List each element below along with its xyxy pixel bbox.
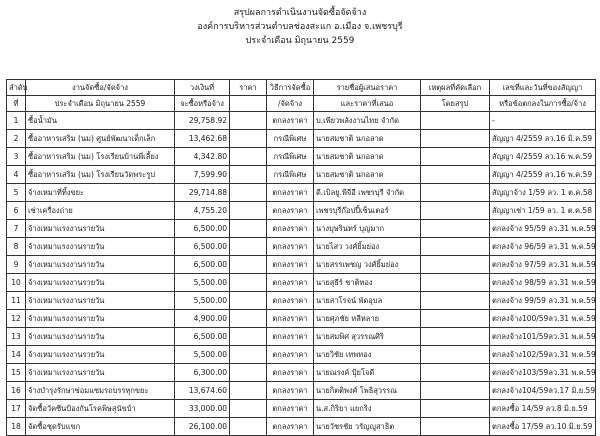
col-header-vendor: รายชื่อผู้เสนอราคา [314,80,421,96]
selection-reason [421,256,490,274]
header-row-2 [7,96,596,112]
procurement-method: ตกลงราคา [267,382,314,400]
table-row [7,202,596,220]
contract-reference: สัญญา 4/2559 ลว.16 พ.ค.59 [490,148,596,166]
price-cell [230,364,267,382]
contract-reference: ตกลงจ้าง 97/59 ลว.31 พ.ค.59 [490,256,596,274]
contract-reference: ตกลงจ้าง100/59ลว.31 พ.ค.59 [490,310,596,328]
contract-reference: ตกลงจ้าง102/59ลว.31 พ.ค.59 [490,346,596,364]
table-row [7,184,596,202]
contract-reference: ตกลงจ้าง 95/59 ลว.31 พ.ค.59 [490,220,596,238]
table-row [7,382,596,400]
col-header-reason: เหตุผลที่คัดเลือก [421,80,490,96]
vendor-and-bid: นายไสว วงศ์ยิ้มย่อง [314,238,421,256]
item-description: จ้างเหมาแรงงานรายวัน [26,364,175,382]
price-cell [230,148,267,166]
col-header-amount: วงเงินที่ [175,80,230,96]
item-description: จ้างเหมาแรงงานรายวัน [26,328,175,346]
item-description: ซื้ออาหารเสริม (นม) ศูนย์พัฒนาเด็กเล็ก [26,130,175,148]
selection-reason [421,382,490,400]
table-row [7,148,596,166]
table-row [7,400,596,418]
vendor-and-bid: น.ส.กิริยา แยกริง [314,400,421,418]
budget-amount: 29,758.92 [175,112,230,130]
row-number: 6 [7,202,26,220]
contract-reference: ตกลงจ้าง 98/59 ลว.31 พ.ค.59 [490,274,596,292]
contract-reference: ตกลงจ้าง103/59ลว.31 พ.ค.59 [490,364,596,382]
price-cell [230,292,267,310]
table-header [7,80,596,112]
price-cell [230,400,267,418]
col-subheader-vendor: และราคาที่เสนอ [314,96,421,112]
budget-amount: 7,599.90 [175,166,230,184]
vendor-and-bid: นายณรงค์ ปุ้ยโจดี [314,364,421,382]
vendor-and-bid: นายสมชาติ นกอลาด [314,130,421,148]
col-subheader-price [230,96,267,112]
table-row [7,220,596,238]
row-number: 14 [7,346,26,364]
budget-amount: 5,500.00 [175,274,230,292]
contract-reference: สัญญา 4/2559 ลว.16 พ.ค.59 [490,166,596,184]
selection-reason [421,418,490,436]
table-row [7,130,596,148]
vendor-and-bid: นางบุษรินทร์ บุญมาก [314,220,421,238]
row-number: 12 [7,310,26,328]
procurement-method: ตกลงราคา [267,346,314,364]
procurement-method: ตกลงราคา [267,256,314,274]
budget-amount: 29,714.88 [175,184,230,202]
col-subheader-ref: หรือข้อตกลงในการซื้อ/จ้าง [490,96,596,112]
row-number: 17 [7,400,26,418]
procurement-method: กรณีพิเศษ [267,148,314,166]
col-header-method: วิธีการจัดซื้อ [267,80,314,96]
selection-reason [421,238,490,256]
price-cell [230,202,267,220]
col-subheader-item: ประจำเดือน มิถุนายน 2559 [26,96,175,112]
selection-reason [421,310,490,328]
selection-reason [421,166,490,184]
procurement-method: ตกลงราคา [267,364,314,382]
procurement-method: ตกลงราคา [267,202,314,220]
item-description: จัดซื้อวัคซีนป้องกันโรคพิษสุนัขบ้า [26,400,175,418]
selection-reason [421,112,490,130]
row-number: 7 [7,220,26,238]
procurement-method: ตกลงราคา [267,310,314,328]
selection-reason [421,202,490,220]
selection-reason [421,148,490,166]
item-description: จ้างเหมาแรงงานรายวัน [26,346,175,364]
vendor-and-bid: นายสุธีร์ ชาติทอง [314,274,421,292]
organization-name: องค์การบริหารส่วนตำบลช่องสะแก อ.เมือง จ.เพชรบุรี [197,22,403,32]
price-cell [230,382,267,400]
budget-amount: 6,500.00 [175,220,230,238]
procurement-method: ตกลงราคา [267,418,314,436]
item-description: จ้างบำรุงรักษาซ่อมแซมรถบรรทุกขยะ [26,382,175,400]
price-cell [230,418,267,436]
item-description: ซื้ออาหารเสริม (นม) โรงเรียนบ้านพี่เลี้ยง [26,148,175,166]
header-row-1 [7,80,596,96]
budget-amount: 13,674.60 [175,382,230,400]
item-description: จ้างเหมาแรงงานรายวัน [26,310,175,328]
budget-amount: 6,500.00 [175,238,230,256]
budget-amount: 26,100.00 [175,418,230,436]
contract-reference: ตกลงจ้าง 99/59 ลว.31 พ.ค.59 [490,292,596,310]
contract-reference: - [490,112,596,130]
item-description: ซื้ออาหารเสริม (นม) โรงเรียนวัดพระรูป [26,166,175,184]
price-cell [230,238,267,256]
col-subheader-amount: จะซื้อหรือจ้าง [175,96,230,112]
selection-reason [421,184,490,202]
procurement-method: ตกลงราคา [267,184,314,202]
table-row [7,328,596,346]
row-number: 10 [7,274,26,292]
contract-reference: ตกลงซื้อ 14/59 ลว.8 มิ.ย.59 [490,400,596,418]
item-description: เช่าเครื่องถ่าย [26,202,175,220]
col-subheader-no: ที่ [7,96,26,112]
row-number: 1 [7,112,26,130]
budget-amount: 33,000.00 [175,400,230,418]
table-body [7,112,596,436]
table-row [7,166,596,184]
row-number: 2 [7,130,26,148]
row-number: 5 [7,184,26,202]
contract-reference: สัญญา 4/2559 ลว.16 มิ.ค.59 [490,130,596,148]
price-cell [230,256,267,274]
item-description: จ้างเหมาแรงงานรายวัน [26,292,175,310]
vendor-and-bid: นายกิตติพงศ์ โพธิสุวรรณ [314,382,421,400]
col-header-ref: เลขที่และวันที่ของสัญญา [490,80,596,96]
contract-reference: ตกลงจ้าง104/59ลว.17 มิ.ย.59 [490,382,596,400]
selection-reason [421,364,490,382]
col-subheader-reason: โดยสรุป [421,96,490,112]
page-header [0,0,600,48]
budget-amount: 4,342.80 [175,148,230,166]
report-period: ประจำเดือน มิถุนายน 2559 [245,36,355,46]
table-row [7,238,596,256]
budget-amount: 4,900.00 [175,310,230,328]
vendor-and-bid: นายสรรเพชญ วงศ์ยิ้มย่อง [314,256,421,274]
item-description: จ้างเหมาแรงงานรายวัน [26,274,175,292]
procurement-method: กรณีพิเศษ [267,166,314,184]
budget-amount: 6,500.00 [175,328,230,346]
table-row [7,292,596,310]
row-number: 8 [7,238,26,256]
procurement-method: กรณีพิเศษ [267,130,314,148]
selection-reason [421,130,490,148]
procurement-method: ตกลงราคา [267,328,314,346]
col-header-item: งานจัดซื้อ/จัดจ้าง [26,80,175,96]
vendor-and-bid: นายศุภชัย หลีหลาย [314,310,421,328]
selection-reason [421,400,490,418]
row-number: 18 [7,418,26,436]
procurement-method: ตกลงราคา [267,274,314,292]
budget-amount: 4,755.20 [175,202,230,220]
col-header-no: ลำดับ [7,80,26,96]
budget-amount: 5,500.00 [175,292,230,310]
price-cell [230,310,267,328]
row-number: 13 [7,328,26,346]
table-row [7,274,596,292]
selection-reason [421,220,490,238]
table-row [7,310,596,328]
contract-reference: ตกลงจ้าง 96/59 ลว.31 พ.ค.59 [490,238,596,256]
procurement-method: ตกลงราคา [267,292,314,310]
price-cell [230,220,267,238]
vendor-and-bid: ดี.เบิลยู.พีจีอี เพชรบุรี จำกัด [314,184,421,202]
item-description: จ้างเหมาที่ทิ้งขยะ [26,184,175,202]
procurement-method: ตกลงราคา [267,220,314,238]
row-number: 15 [7,364,26,382]
budget-amount: 6,300.00 [175,364,230,382]
item-description: จัดซื้อชุดรับแขก [26,418,175,436]
item-description: จ้างเหมาแรงงานรายวัน [26,238,175,256]
price-cell [230,274,267,292]
contract-reference: ตกลงซื้อ 17/59 ลว.10 มิ.ย.59 [490,418,596,436]
item-description: จ้างเหมาแรงงานรายวัน [26,220,175,238]
vendor-and-bid: นายสมชาติ นกอลาด [314,166,421,184]
price-cell [230,166,267,184]
report-title: สรุปผลการดำเนินงานจัดซื้อจัดจ้าง [233,8,367,18]
budget-amount: 13,462.68 [175,130,230,148]
selection-reason [421,328,490,346]
table-row [7,256,596,274]
vendor-and-bid: เพชรบุรีก๊อปปี้เซ็นเตอร์ [314,202,421,220]
price-cell [230,130,267,148]
procurement-method: ตกลงราคา [267,400,314,418]
row-number: 3 [7,148,26,166]
selection-reason [421,346,490,364]
table-row [7,112,596,130]
budget-amount: 5,500.00 [175,346,230,364]
vendor-and-bid: บ.เพียวพลังงานไทย จำกัด [314,112,421,130]
contract-reference: ตกลงจ้าง101/59ลว.31 พ.ค.59 [490,328,596,346]
price-cell [230,328,267,346]
contract-reference: สัญญาจ้าง 1/59 ลว. 1 ต.ค.58 [490,184,596,202]
row-number: 4 [7,166,26,184]
procurement-method: ตกลงราคา [267,112,314,130]
col-header-price: ราคา [230,80,267,96]
item-description: ซื้อน้ำมัน [26,112,175,130]
budget-amount: 6,500.00 [175,256,230,274]
procurement-table [6,79,596,436]
vendor-and-bid: นายสมพิศ สุวรรณศิริ [314,328,421,346]
row-number: 11 [7,292,26,310]
selection-reason [421,292,490,310]
table-row [7,364,596,382]
table-row [7,418,596,436]
price-cell [230,346,267,364]
item-description: จ้างเหมาแรงงานรายวัน [26,256,175,274]
vendor-and-bid: นายสาโรจน์ พัดอุบล [314,292,421,310]
vendor-and-bid: นายวิชัย เทพทอง [314,346,421,364]
contract-reference: สัญญาเช่า 1/59 ลว. 1 ต.ค.58 [490,202,596,220]
row-number: 16 [7,382,26,400]
vendor-and-bid: นายสมชาติ นกอลาด [314,148,421,166]
row-number: 9 [7,256,26,274]
price-cell [230,184,267,202]
price-cell [230,112,267,130]
vendor-and-bid: นายวัชรชัย วรัญญูสาธิต [314,418,421,436]
procurement-method: ตกลงราคา [267,238,314,256]
table-row [7,346,596,364]
selection-reason [421,274,490,292]
col-subheader-method: /จัดจ้าง [267,96,314,112]
